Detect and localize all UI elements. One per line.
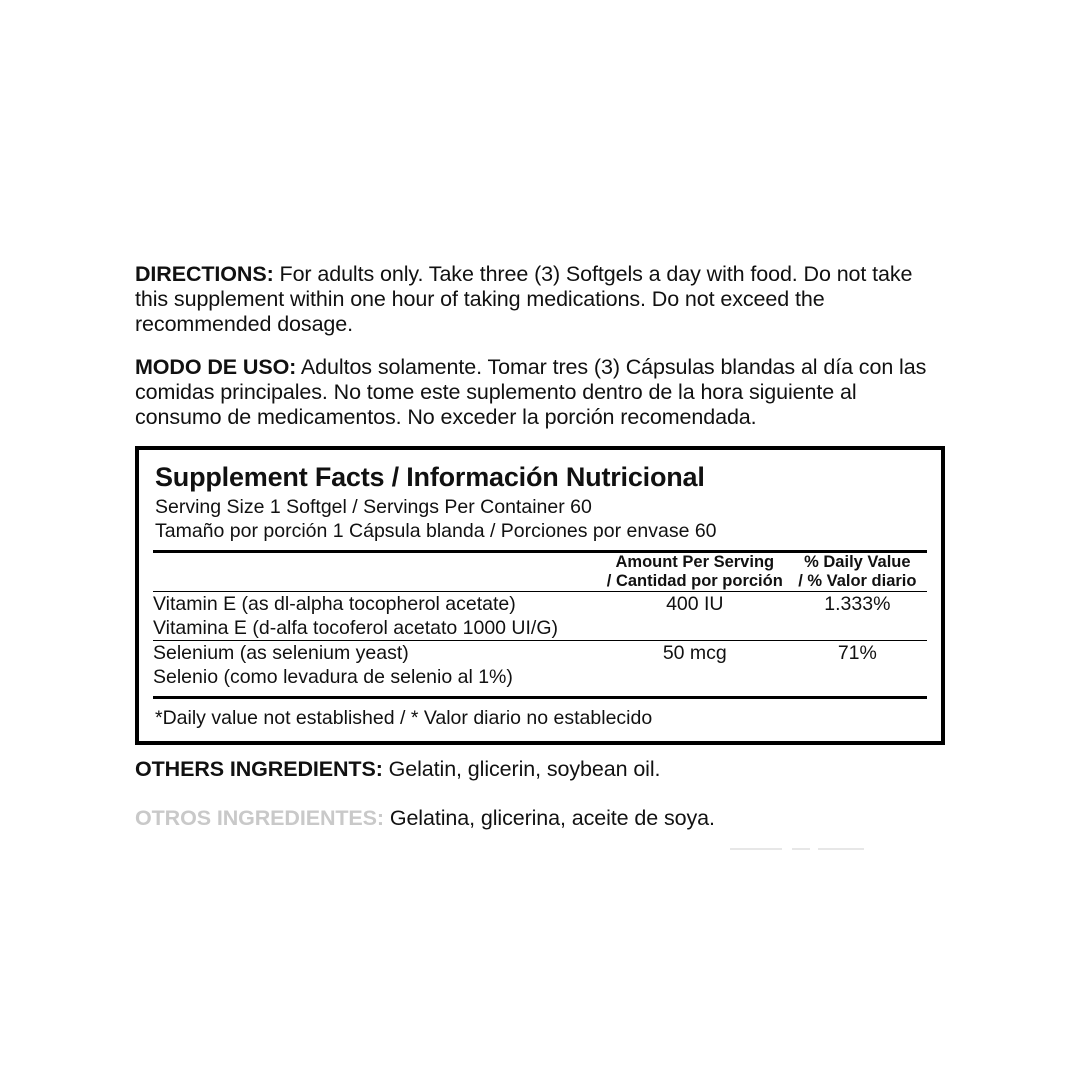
daily-value-footnote: *Daily value not established / * Valor diario no establecido (155, 707, 653, 729)
directions-spanish-text: Adultos solamente. Tomar tres (3) Cápsulas blandas al día con las comidas principales. No tome este suplemento dentro de la hora siguiente al consumo de medicamentos. No exceder la porción recomendada. (135, 355, 927, 429)
nutrient-amount: 400 IU (666, 593, 724, 615)
other-ingredients-spanish (135, 805, 945, 832)
table-row (153, 641, 927, 689)
header-daily-value (788, 553, 927, 591)
artifact-mark-3 (818, 848, 864, 850)
nutrient-name-english: Selenium (as selenium yeast) (153, 642, 409, 664)
other-ingredients-spanish-text: Gelatina, glicerina, aceite de soya. (383, 805, 715, 830)
header-nutrient (153, 553, 602, 591)
table-row (153, 592, 927, 640)
header-amount-line1: Amount Per Serving (615, 553, 775, 571)
directions-spanish (135, 355, 945, 430)
table-header-row (153, 553, 927, 591)
nutrient-name-cell (153, 592, 602, 640)
directions-spanish-label: MODO DE USO: (135, 355, 297, 379)
other-ingredients-english-text: Gelatin, glicerin, soybean oil. (382, 757, 661, 781)
nutrient-name-cell (153, 641, 602, 689)
nutrient-name-spanish: Vitamina E (d-alfa tocoferol acetato 1000 UI/G) (153, 617, 559, 639)
label-content (135, 262, 945, 853)
other-ingredients-english-label: OTHERS INGREDIENTS: (135, 757, 383, 781)
header-amount-line2: / Cantidad por porción (606, 572, 783, 590)
header-dv-line1: % Daily Value (804, 553, 911, 571)
directions-english-text: For adults only. Take three (3) Softgels a day with food. Do not take this supplement within one hour of taking medications. Do not exceed the recommended dosage. (135, 262, 913, 336)
nutrition-rows-2 (153, 641, 927, 689)
supplement-facts-title: Supplement Facts / Información Nutricional (155, 462, 705, 492)
header-amount-per-serving (602, 553, 788, 591)
faint-artifact-marks (730, 848, 870, 851)
directions-english-label: DIRECTIONS: (135, 262, 274, 286)
nutrient-name-spanish: Selenio (como levadura de selenio al 1%) (153, 666, 513, 688)
nutrition-rows-1 (153, 592, 927, 640)
nutrient-amount: 50 mcg (662, 642, 727, 664)
nutrient-name-english: Vitamin E (as dl-alpha tocopherol acetate) (153, 593, 516, 615)
header-dv-line2: / % Valor diario (798, 572, 917, 590)
other-ingredients-english (135, 756, 945, 783)
nutrition-table (153, 553, 927, 591)
nutrient-daily-value: 1.333% (824, 593, 891, 615)
serving-size-spanish: Tamaño por porción 1 Cápsula blanda / Porciones por envase 60 (155, 519, 717, 542)
nutrient-daily-value: 71% (837, 642, 877, 664)
artifact-mark-1 (730, 848, 782, 850)
artifact-mark-2 (792, 848, 810, 850)
directions-english (135, 262, 945, 337)
supplement-facts-panel (135, 446, 945, 745)
serving-size-english: Serving Size 1 Softgel / Servings Per Container 60 (155, 496, 592, 518)
other-ingredients-spanish-label: OTROS INGREDIENTES: (135, 805, 384, 830)
